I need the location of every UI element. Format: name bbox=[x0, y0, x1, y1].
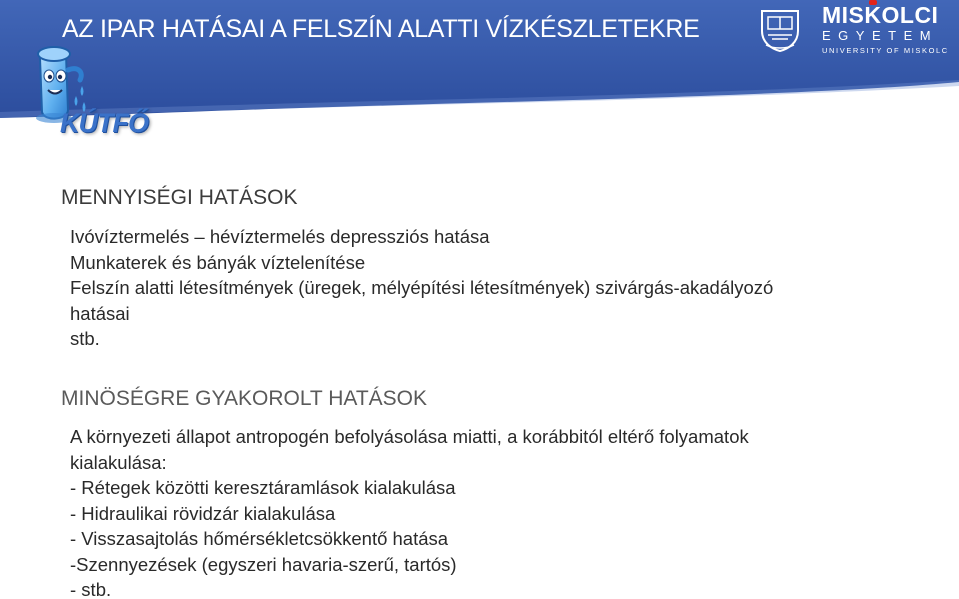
qualitative-list bbox=[70, 424, 830, 599]
list-item: Ivóvíztermelés – hévíztermelés depressziós hatása bbox=[70, 226, 490, 247]
list-item: - Hidraulikai rövidzár kialakulása bbox=[70, 502, 336, 524]
university-name-sub: EGYETEM bbox=[822, 28, 939, 43]
mascot-logo-text: KÚTFŐ bbox=[60, 108, 148, 138]
list-item: Felszín alatti létesítmények (üregek, mélyépítési létesítmények) szivárgás-akadályozó hatásai bbox=[70, 277, 774, 324]
slide-title: AZ IPAR HATÁSAI A FELSZÍN ALATTI VÍZKÉSZLETEKRE bbox=[62, 15, 700, 43]
list-item: -Szennyezések (egyszeri havaria-szerű, tartós) bbox=[70, 553, 457, 575]
quantitative-list bbox=[70, 224, 810, 352]
qualitative-heading: MINÖSÉGRE GYAKOROLT HATÁSOK bbox=[61, 387, 428, 410]
list-item: A környezeti állapot antropogén befolyásolása miatti, a korábbitól eltérő folyamatok kialakulása: bbox=[70, 426, 749, 473]
university-crest-icon bbox=[756, 5, 804, 53]
list-item: - stb. bbox=[70, 579, 112, 599]
quantitative-heading: MENNYISÉGI HATÁSOK bbox=[61, 186, 298, 209]
university-name-english: UNIVERSITY OF MISKOLC bbox=[822, 46, 949, 55]
list-item: - Rétegek közötti keresztáramlások kialakulása bbox=[70, 477, 456, 498]
university-name: MISKOLCI bbox=[822, 2, 939, 28]
list-item: - Visszasajtolás hőmérsékletcsökkentő hatása bbox=[70, 528, 449, 549]
list-item: stb. bbox=[70, 328, 100, 349]
list-item: Munkaterek és bányák víztelenítése bbox=[70, 251, 366, 273]
